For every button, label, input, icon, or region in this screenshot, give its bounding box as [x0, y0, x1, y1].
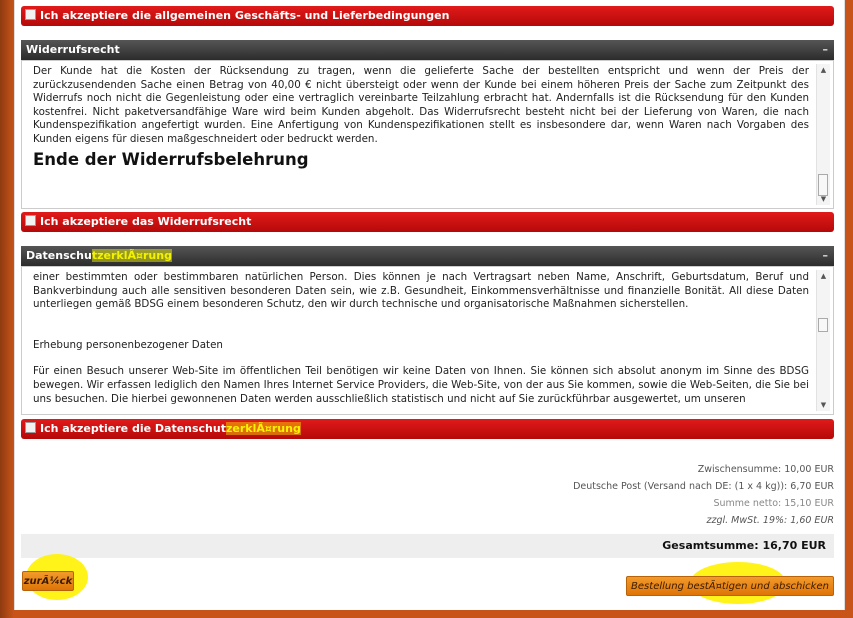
- widerruf-collapse-icon[interactable]: –: [822, 43, 828, 56]
- datenschutz-collapse-icon[interactable]: –: [822, 249, 828, 262]
- agb-checkbox-label: Ich akzeptiere die allgemeinen Geschäfts- und Lieferbedingungen: [40, 9, 450, 22]
- widerruf-title: Widerrufsrecht: [26, 43, 120, 56]
- widerruf-scrollbar[interactable]: [816, 64, 830, 205]
- page-background-edge: [0, 0, 14, 618]
- widerruf-textbox[interactable]: [21, 60, 834, 209]
- widerruf-checkbox-label: Ich akzeptiere das Widerrufsrecht: [40, 215, 252, 228]
- datenschutz-header[interactable]: [21, 246, 834, 266]
- subtotal: Zwischensumme: 10,00 EUR: [697, 464, 834, 475]
- vat: zzgl. MwSt. 19%: 1,60 EUR: [706, 515, 834, 526]
- scroll-down-arrow-icon[interactable]: ▼: [820, 195, 827, 203]
- datenschutz-checkbox-label: Ich akzeptiere die DatenschutzerklÃ¤rung: [40, 422, 301, 435]
- agb-checkbox-row[interactable]: [21, 6, 834, 26]
- agb-checkbox[interactable]: [25, 9, 36, 20]
- back-button[interactable]: zurÃ¼ck: [22, 571, 74, 591]
- datenschutz-checkbox[interactable]: [25, 422, 36, 433]
- scroll-up-arrow-icon[interactable]: ▲: [820, 272, 827, 280]
- datenschutz-para2: Für einen Besuch unserer Web-Site im öffentlichen Teil benötigen wir keine Daten von Ihnen. Sie können sich absolut anonym im Sinne des BDSG bewegen. Wir erfassen lediglich den Namen Ihres Internet Service Providers, die Web-Site, von der aus Sie kommen, sowie die Web-Seiten, die Sie bei uns besuchen. Die hierbei gewonnenen Daten werden ausschließlich statistisch und nicht auf Sie zurückführbar ausgewertet, um unseren: [33, 365, 809, 405]
- shipping-cost: Deutsche Post (Versand nach DE: (1 x 4 kg)): 6,70 EUR: [573, 481, 834, 492]
- grand-total-bar: [21, 534, 834, 558]
- widerruf-checkbox-row[interactable]: [21, 212, 834, 232]
- datenschutz-para1: einer bestimmten oder bestimmbaren natürlichen Person. Dies können je nach Vertragsart neben Name, Anschrift, Geburtsdatum, Beruf und Bankverbindung auch alle sensitiven besonderen Daten sein, wie z.B. Gesundheit, Einkommensverhältnisse und finanzielle Bonität. All diese Daten unterliegen gemäß BDSG einem besonderen Schutz, den wir durch technische und organisatorische Maßnahmen sicherstellen.: [33, 271, 809, 311]
- scroll-down-arrow-icon[interactable]: ▼: [820, 401, 827, 409]
- submit-order-button[interactable]: Bestellung bestÃ¤tigen und abschicken: [626, 576, 834, 596]
- datenschutz-textbox[interactable]: [21, 266, 834, 415]
- datenschutz-subheading: Erhebung personenbezogener Daten: [33, 338, 223, 351]
- scroll-thumb[interactable]: [818, 318, 828, 332]
- datenschutz-checkbox-row[interactable]: [21, 419, 834, 439]
- scroll-up-arrow-icon[interactable]: ▲: [820, 66, 827, 74]
- datenschutz-title: DatenschutzerklÃ¤rung: [26, 249, 172, 262]
- widerruf-end-heading: Ende der Widerrufsbelehrung: [33, 149, 309, 169]
- datenschutz-scrollbar[interactable]: [816, 270, 830, 411]
- grand-total: Gesamtsumme: 16,70 EUR: [662, 539, 826, 552]
- widerruf-text: Der Kunde hat die Kosten der Rücksendung zu tragen, wenn die gelieferte Sache der bestellten entspricht und wenn der Preis der zurückzusendenden Sache einen Betrag von 40,00 € nicht übersteigt oder wenn der Kunde bei einem höheren Preis der Sache zum Zeitpunkt des Widerrufs noch nicht die Gegenleistung oder eine vertraglich vereinbarte Teilzahlung erbracht hat. Andernfalls ist die Rücksendung für den Kunden kostenfrei. Nicht paketversandfähige Ware wird beim Kunden abgeholt. Das Widerrufsrecht besteht nicht bei der Lieferung von Waren, die nach Kundenspezifikation angefertigt wurden. Eine Anfertigung von Kundenspezifikationen stellt es insbesondere dar, wenn Waren nach Vorgaben des Kunden eigens für diesen maßgeschneidert oder bedruckt werden.: [33, 65, 809, 145]
- net-total: Summe netto: 15,10 EUR: [713, 498, 834, 509]
- widerruf-checkbox[interactable]: [25, 215, 36, 226]
- widerruf-header[interactable]: [21, 40, 834, 60]
